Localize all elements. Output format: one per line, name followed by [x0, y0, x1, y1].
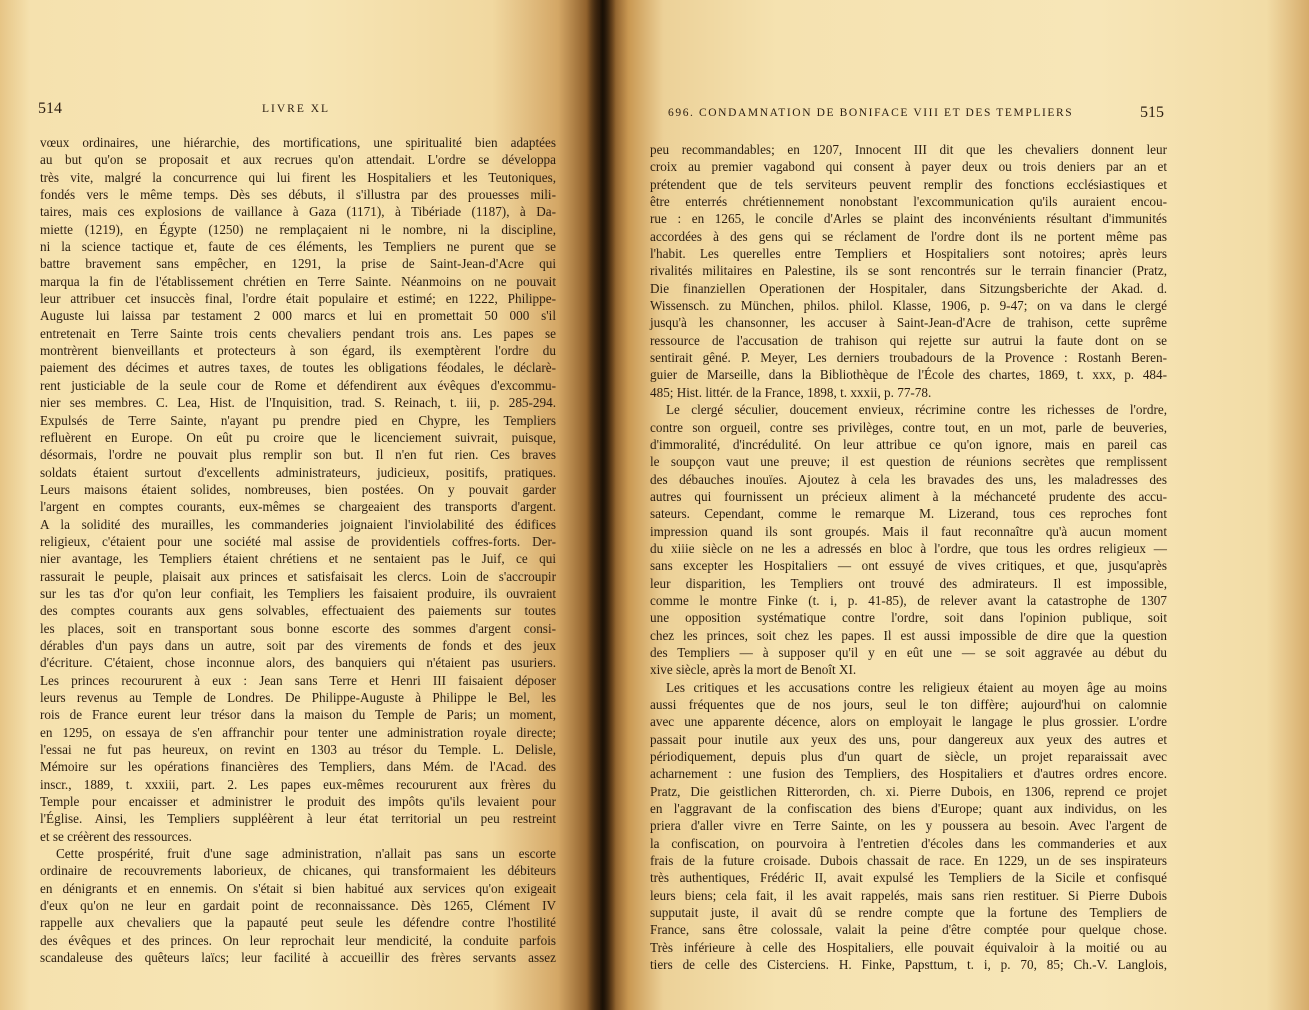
- text-line: l'essai ne fut pas heureux, on revint en 1303 au trésor du Temple. L. Delisle,: [40, 742, 556, 758]
- text-line: rassurait le peuple, plaisait aux princes et satisfaisait les clercs. Loin de s'accroupir: [40, 568, 556, 584]
- text-line: inscr., 1889, t. xxxiii, part. 2. Les papes eux-mêmes recoururent aux frères du: [40, 776, 556, 792]
- text-line: acharnement : une fusion des Templiers, des Hospitaliers et d'autres ordres encore.: [650, 766, 1167, 782]
- text-line: Temple pour encaisser et administrer le produit des impôts qu'ils levaient pour: [40, 794, 556, 810]
- text-line: très authentiques, Frédéric II, avait expulsé les Templiers de la Sicile et confisqué: [650, 870, 1167, 886]
- text-line: jusqu'à les chansonner, les accuser à Saint-Jean-d'Acre de trahison, cette suprême: [650, 315, 1167, 331]
- text-line: le soupçon vaut une preuve; il est question de réunions secrètes que remplissent: [650, 454, 1167, 470]
- text-line: rivalités militaires en Palestine, ils se sont rencontrés sur le terrain financier (Pratz,: [650, 263, 1167, 279]
- text-line: peu recommandables; en 1207, Innocent III dit que les chevaliers donnent leur: [650, 142, 1167, 157]
- page-number: 515: [1140, 104, 1164, 121]
- page-body-text: [40, 134, 556, 967]
- text-line: Les princes recoururent à eux : Jean sans Terre et Henri III faisaient déposer: [40, 672, 556, 688]
- text-line: sateurs. Cependant, comme le remarque M. Lizerand, tous ces reproches font: [650, 506, 1167, 522]
- text-line: les places, soit en transportant sous bonne escorte des sommes d'argent consi-: [40, 620, 556, 636]
- text-line: guier de Marseille, dans la Bibliothèque de l'École des chartes, 1869, t. xxx, p. 484-: [650, 367, 1167, 383]
- text-line: Leurs maisons étaient solides, nombreuses, bien postées. On y pouvait garder: [40, 481, 556, 497]
- text-line: Très inférieure à celle des Hospitaliers, elle pouvait équivaloir à la moitié ou au: [650, 939, 1167, 955]
- text-line: 485; Hist. littér. de la France, 1898, t. xxxii, p. 77-78.: [650, 384, 932, 400]
- text-line: sentirait gêné. P. Meyer, Les derniers troubadours de la Provence : Rostanh Beren-: [650, 350, 1167, 366]
- text-line: très vite, malgré la concurrence qui lui firent les Hospitaliers et les Teutoniques,: [40, 169, 556, 185]
- text-line: rue : en 1265, le concile d'Arles se plaint des inconvénients résultant d'immunités: [650, 211, 1167, 227]
- text-line: comme le montre Finke (t. i, p. 41-85), de relever avant la catastrophe de 1307: [650, 592, 1167, 608]
- text-line: religieux, c'étaient pour une société mal assise de providentiels coffres-forts. Der-: [40, 533, 556, 549]
- text-line: aussi fréquentes que de nos jours, seul le ton diffère; aujourd'hui on calomnie: [650, 697, 1167, 712]
- text-line: France, sans être colossale, valait la peine d'être comptée pour quelque chose.: [650, 922, 1167, 938]
- text-line: soldats étaient surtout d'excellents administrateurs, judicieux, positifs, pratiques.: [40, 464, 556, 480]
- text-line: périodiquement, depuis plus d'un quart de siècle, un projet reparaissait avec: [650, 749, 1167, 765]
- page-body-text: [650, 141, 1167, 974]
- text-line: Le clergé séculier, doucement envieux, récrimine contre les richesses de l'ordre,: [666, 402, 1167, 418]
- text-line: leurs revenus au Temple de Londres. De Philippe-Auguste à Philippe le Bel, les: [40, 690, 556, 705]
- text-line: Les critiques et les accusations contre les religieux étaient au moyen âge au moins: [666, 679, 1167, 695]
- text-line: ni la science tactique et, faute de ces éléments, les Templiers ne purent que se: [40, 239, 556, 255]
- text-line: des Templiers — à supposer qu'il y en eût une — se soit aggravée au début du: [650, 644, 1167, 660]
- text-line: passait pour inutile aux yeux des uns, pour dangereux aux yeux des autres et: [650, 731, 1167, 747]
- text-line: xive siècle, après la mort de Benoît XI.: [650, 662, 857, 678]
- text-line: leurs biens; cela fait, il les avait rappelés, mais sans rien restituer. Si Pierre Dubois: [650, 887, 1167, 903]
- text-line: l'Église. Ainsi, les Templiers suppléèrent à leur état territorial un peu restreint: [40, 811, 556, 827]
- text-line: des comptes courants aux gens solvables, effectuaient des paiements sur toutes: [40, 603, 556, 619]
- text-line: l'habit. Les querelles entre Templiers et Hospitaliers sont notoires; après leurs: [650, 246, 1167, 262]
- text-line: Wissensch. zu München, philos. philol. Klasse, 1906, p. 9-47; on va dans le clergé: [650, 298, 1167, 314]
- text-line: sans excepter les Hospitaliers — ont essuyé de vives critiques, et que, jusqu'après: [650, 558, 1167, 574]
- text-line: dérables d'un pays dans un autre, soit par des virements de fonds et des jeux: [40, 637, 556, 653]
- text-line: sur les tas d'or qu'on leur confiait, les Templiers les faisaient produire, ils ouvraient: [40, 585, 556, 601]
- text-line: ordinaire de recouvrements laborieux, de chicanes, qui transformaient les débiteurs: [40, 863, 556, 879]
- text-line: scandaleuse des quêteurs laïcs; leur facilité à accueillir des frères servants assez: [40, 950, 556, 966]
- text-line: nier avantage, les Templiers étaient chrétiens et ne sentaient pas le Juif, ce qui: [40, 551, 556, 567]
- text-line: croix au premier vagabond qui consent à payer deux ou trois deniers par an et: [650, 159, 1167, 175]
- text-line: rent justiciable de la seule cour de Rome et défendirent aux évêques d'excommu-: [40, 377, 556, 393]
- text-line: supputait juste, il avait dû se rendre compte que la fortune des Templiers de: [650, 905, 1167, 921]
- text-line: d'immoralité, d'incrédulité. On leur attribue ce qu'on ignore, mais en pareil cas: [650, 436, 1167, 452]
- text-line: Mémoire sur les opérations financières des Templiers, dans Mém. de l'Acad. des: [40, 759, 556, 775]
- text-line: battre bravement sans empêcher, en 1291, la prise de Saint-Jean-d'Acre qui: [40, 256, 556, 272]
- text-line: l'argent en comptes courants, eux-mêmes se chargeaient des transports d'argent.: [40, 499, 556, 515]
- text-line: taires, mais ces explosions de vaillance à Gaza (1171), à Tibériade (1187), à Da-: [40, 204, 556, 220]
- text-line: entretenait en Terre Sainte trois cents chevaliers pendant trois ans. Les papes se: [40, 325, 556, 341]
- text-line: autres qui fournissent un précieux aliment à la méchanceté prudente des accu-: [650, 488, 1167, 504]
- running-head: 696. CONDAMNATION DE BONIFACE VIII ET DES TEMPLIERS: [668, 107, 1074, 119]
- text-line: désormais, l'ordre ne pouvait plus remplir son but. Il n'en fut rien. Ces braves: [40, 447, 556, 463]
- text-line: une opposition systématique contre l'ordre, soit dans l'opinion publique, soit: [650, 610, 1167, 626]
- text-line: du xiiie siècle on ne les a adressés en bloc à l'ordre, que tous les ordres religieux —: [650, 540, 1167, 556]
- text-line: d'eux qu'on ne leur en gardait point de reconnaissance. Dès 1265, Clément IV: [40, 898, 556, 914]
- right-page: [600, 0, 1309, 1010]
- text-line: Pratz, Die geistlichen Ritterorden, ch. xi. Pierre Dubois, en 1306, reprend ce projet: [650, 783, 1167, 799]
- book-gutter: [586, 0, 616, 1010]
- text-line: avec une apparente décence, alors on employait le langage le plus grossier. L'ordre: [650, 714, 1167, 730]
- text-line: accordées à des gens qui se réclament de l'ordre dont ils ne portent même pas: [650, 228, 1167, 244]
- text-line: rappelle aux chevaliers que la papauté peut seule les défendre contre l'hostilité: [40, 915, 556, 931]
- text-line: miette (1219), en Égypte (1250) ne remplaçaient ni le nombre, ni la discipline,: [40, 221, 556, 237]
- text-line: marqua la fin de l'établissement chrétien en Terre Sainte. Néanmoins on ne pouvait: [40, 273, 556, 289]
- text-line: paiement des décimes et autres taxes, de toutes les obligations féodales, le déclarè-: [40, 360, 556, 376]
- text-line: et se créèrent des ressources.: [40, 828, 192, 844]
- text-line: nier ses membres. C. Lea, Hist. de l'Inquisition, trad. S. Reinach, t. iii, p. 285-294.: [40, 395, 556, 411]
- text-line: refluèrent en Europe. On eût pu croire que le licenciement suivrait, puisque,: [40, 429, 556, 445]
- text-line: Auguste lui laissa par testament 2 000 marcs et lui en promettait 50 000 s'il: [40, 308, 556, 324]
- running-head: LIVRE XL: [262, 103, 331, 115]
- text-line: priera d'aller vivre en Terre Sainte, on les y poussera au besoin. Avec l'argent de: [650, 818, 1167, 834]
- text-line: des débauches inouïes. Ajoutez à cela les bravades des uns, les maladresses des: [650, 471, 1167, 487]
- text-line: chez les princes, soit chez les papes. Il est aussi impossible de dire que la question: [650, 627, 1167, 643]
- text-line: en dénigrants et en ennemis. On s'était si bien habitué aux services qu'on exigeait: [40, 880, 556, 896]
- text-line: leur disparition, les Templiers ont trouvé des admirateurs. Il est impossible,: [650, 575, 1167, 591]
- page-number: 514: [38, 100, 62, 117]
- text-line: Cette prospérité, fruit d'une sage administration, n'allait pas sans un escorte: [56, 846, 556, 862]
- text-line: en l'aggravant de la confiscation des biens d'Europe; quant aux individus, on les: [650, 801, 1167, 817]
- text-line: montrèrent bienveillants et protecteurs à son égard, ils exemptèrent l'ordre du: [40, 343, 556, 359]
- text-line: Die finanziellen Operationen der Hospitaler, dans Sitzungsberichte der Akad. d.: [650, 280, 1167, 296]
- text-line: A la solidité des murailles, les commanderies joignaient l'inviolabilité des édifices: [40, 516, 556, 532]
- text-line: leur attribuer cet insuccès final, l'ordre était populaire et estimé; en 1222, Philippe-: [40, 291, 556, 307]
- text-line: la confiscation, on pourvoira à l'entretien d'écoles dans les commanderies et aux: [650, 835, 1167, 851]
- text-line: rois de France eurent leur trésor dans la maison du Temple de Paris; un moment,: [40, 707, 556, 723]
- text-line: impression quand ils sont groupés. Mais il faut reconnaître qu'à aucun moment: [650, 523, 1167, 539]
- text-line: Expulsés de Terre Sainte, n'ayant pu prendre pied en Chypre, les Templiers: [40, 412, 556, 428]
- text-line: vœux ordinaires, une hiérarchie, des mortifications, une spiritualité bien adaptées: [40, 135, 556, 150]
- text-line: des évêques et des princes. On leur reprochait leur mendicité, la conduite parfois: [40, 932, 556, 948]
- text-line: d'écriture. C'étaient, chose inconnue alors, des banquiers qui n'étaient pas usuriers.: [40, 655, 556, 671]
- text-line: frais de la future croisade. Dubois chassait de race. En 1229, un de ses inspirateurs: [650, 853, 1167, 869]
- text-line: fondés vers le même temps. Dès ses débuts, il s'illustra par des prouesses mili-: [40, 187, 556, 203]
- text-line: tiers de celle des Cisterciens. H. Finke, Papsttum, t. i, p. 70, 85; Ch.-V. Langlois,: [650, 957, 1167, 973]
- text-line: en 1295, on essaya de s'en affranchir pour tenter une administration royale directe;: [40, 724, 556, 740]
- text-line: contre son orgueil, contre ses privilèges, contre tout, en un mot, parle de beuveries,: [650, 419, 1167, 435]
- text-line: être enterrés chrétiennement nonobstant l'excommunication qu'ils auraient encou-: [650, 194, 1167, 210]
- text-line: ressource de l'accusation de trahison qui rejette sur autrui la faute dont on se: [650, 332, 1167, 348]
- text-line: prétendent que de tels serviteurs peuvent remplir des fonctions ecclésiastiques et: [650, 176, 1167, 192]
- text-line: au but qu'on se proposait et aux recrues qu'on attendait. L'ordre se développa: [40, 152, 556, 168]
- left-page: [0, 0, 600, 1010]
